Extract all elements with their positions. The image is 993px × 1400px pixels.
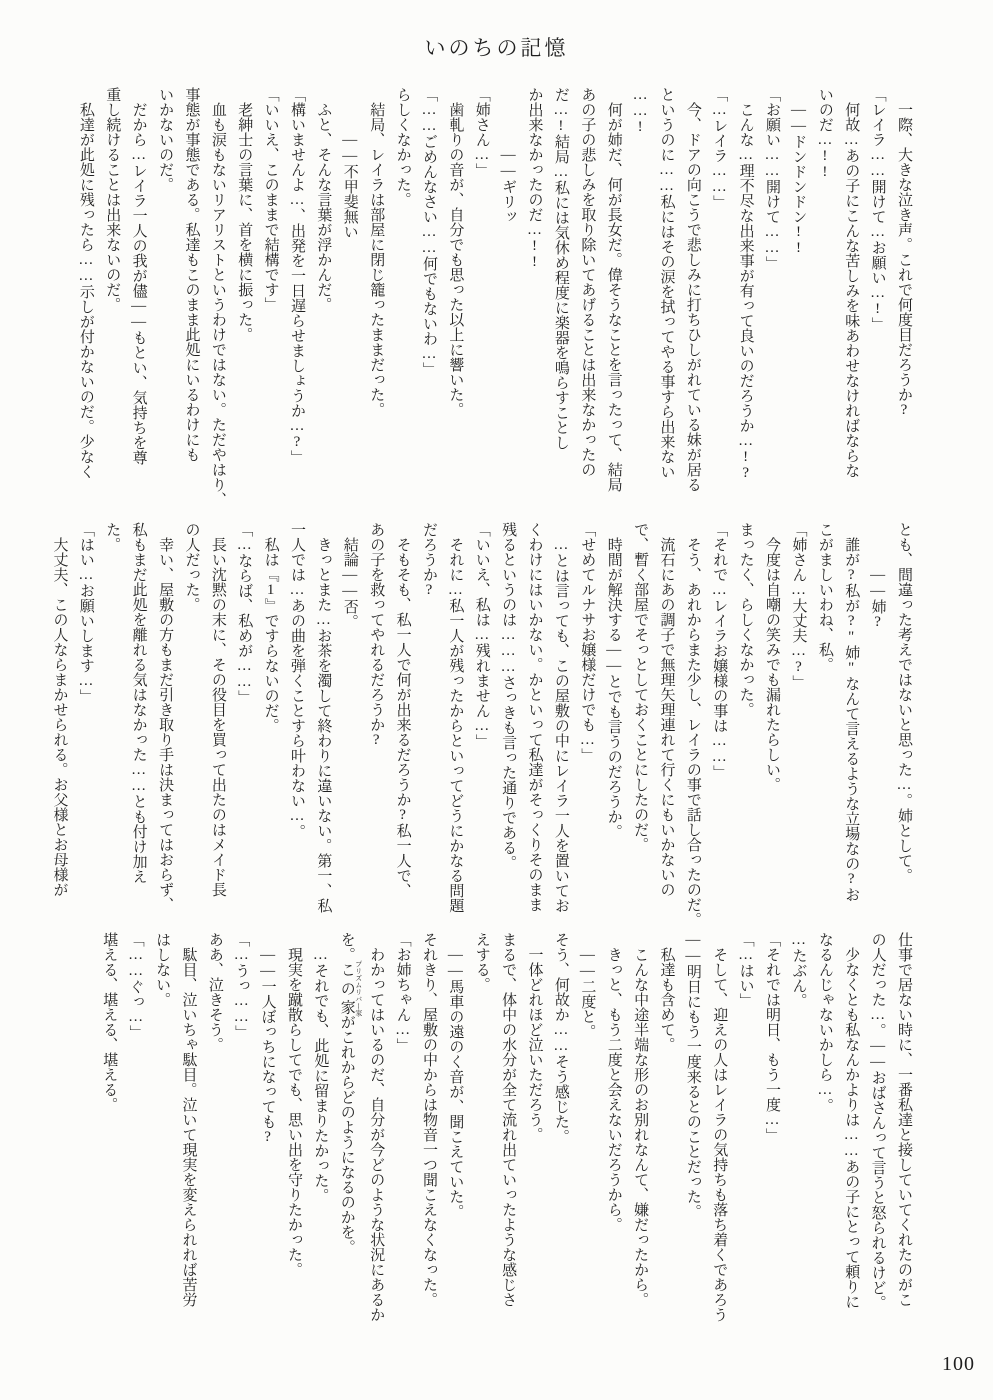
text-column: ――ドンドンドン!! <box>790 87 807 256</box>
text-column: 何故…あの子にこんな苦しみを味あわせなければならな <box>843 87 860 478</box>
text-column: 「はい…お願いします…」 <box>77 522 94 704</box>
text-column: だろうか? <box>420 522 437 598</box>
text-column: 私もまだ此処を離れる気はなかった……とも付け加え <box>130 522 147 884</box>
text-column: か出来なかったのだ…!! <box>526 87 543 270</box>
page-title: いのちの記憶 <box>424 36 569 60</box>
text-column: 「お姉ちゃん…」 <box>394 932 411 1053</box>
text-column: ……! <box>632 87 649 135</box>
text-column: 時間が解決する――とでも言うのだろうか。 <box>605 522 622 839</box>
text-column: 「構いませんよ…、出発を一日遅らせましょうか…?」 <box>289 87 306 465</box>
text-column: ――一人ぼっちになっても? <box>259 932 276 1145</box>
text-column: 堪える、堪える、堪える。 <box>101 932 118 1112</box>
text-column: 結論――否。 <box>341 522 358 629</box>
text-column: 一体どれほど泣いただろう。 <box>526 932 543 1142</box>
text-column: ――馬車の遠のく音が、聞こえていた。 <box>447 932 464 1219</box>
text-column: だから…レイラ一人の我が儘――もとい、気持ちを尊 <box>130 87 147 465</box>
text-column: ――明日にもう一度来るとのことだった。 <box>684 932 701 1219</box>
text-column: 「レイラ……開けて…お願い…!」 <box>869 87 886 332</box>
page-number: 100 <box>942 1353 975 1375</box>
text-column: それきり、屋敷の中からは物音一つ聞こえなくなった。 <box>420 932 437 1307</box>
text-column: ――姉? <box>869 522 886 630</box>
text-column: 幸い、屋敷の方もまだ引き取り手は決まってはおらず、 <box>157 522 174 912</box>
text-column: そう、何故か……そう感じた。 <box>552 932 569 1144</box>
text-column: 仕事で居ない時に、一番私達と接していてくれたのがこ <box>896 932 912 1307</box>
text-column: で、暫く部屋でそっとしておくことにしたのだ。 <box>632 522 649 852</box>
text-column: 「いいえ、私は…残れません…」 <box>473 522 490 749</box>
text-column: ふと、そんな言葉が浮かんだ。 <box>315 87 332 312</box>
text-block-bottom <box>96 932 917 1358</box>
text-block-top <box>73 87 918 513</box>
text-column: ああ、泣きそう。 <box>206 932 223 1052</box>
text-column: 血も涙もないリアリストというわけではない。ただやはり、 <box>209 87 226 507</box>
text-column: 長い沈黙の末に、その役目を買って出たのはメイド長 <box>209 522 226 897</box>
text-column: 「それでは明日、もう一度…」 <box>764 932 781 1143</box>
text-column: 「…レイラ……」 <box>711 87 728 210</box>
text-column: …とは言っても、この屋敷の中にレイラ一人を置いてお <box>552 522 569 913</box>
text-column: きっとまた…お茶を濁して終わりに違いない。第一、私 <box>315 522 332 913</box>
text-column: 結局、レイラは部屋に閉じ籠ったままだった。 <box>368 87 385 417</box>
text-column: た。 <box>104 522 121 552</box>
text-column: ――ギリッ <box>500 87 517 224</box>
text-column: いかないのだ。 <box>157 87 174 192</box>
text-column: 「…うっ……」 <box>233 932 250 1040</box>
text-column: こんな…理不尽な出来事が有って良いのだろうか…!? <box>737 87 754 481</box>
text-column: 老紳士の言葉に、首を横に振った。 <box>236 87 253 342</box>
text-column: くわけにはいかない。かといって私達がそっくりそのまま <box>526 522 543 912</box>
text-column: だ…!結局…私には気休め程度に楽器を鳴らすことし <box>552 87 569 450</box>
text-column: 誰が?私が?"姉"なんて言えるような立場なの?お <box>843 522 860 902</box>
text-column: はしない。 <box>154 932 171 1007</box>
text-column: こんな中途半端な形のお別れなんて、嫌だったから。 <box>632 932 649 1307</box>
text-column: 「それで…レイラお嬢様の事は……」 <box>711 522 728 780</box>
text-column: 「せめてルナサお嬢様だけでも…」 <box>579 522 596 763</box>
text-column: そう、あれからまた少し、レイラの事で話し合ったのだ。 <box>684 522 701 927</box>
text-column: 私達が此処に残ったら……示しが付かないのだ。少なく <box>77 87 94 479</box>
text-column: 「……ごめんなさい……何でもないわ…」 <box>420 87 437 377</box>
text-column: 大丈夫、この人ならまかせられる。お父様とお母様が <box>51 522 68 897</box>
text-column: 私達も含めて。 <box>658 932 675 1052</box>
text-column: ――不甲斐無い <box>341 87 358 239</box>
text-column: 「姉さん…大丈夫…?」 <box>790 522 807 690</box>
text-block-middle <box>46 522 917 948</box>
text-column: 事態が事態である。私達もこのまま此処にいるわけにも <box>183 87 200 462</box>
text-column: 一人では…あの曲を弾くことすら叶わない…。 <box>289 522 306 839</box>
text-column: らしくなかった。 <box>394 87 411 207</box>
text-column: そして、迎えの人はレイラの気持ちも落ち着くであろう <box>711 932 728 1322</box>
text-column: きっと、もう二度と会えないだろうから。 <box>605 932 622 1232</box>
text-column: 「お願い……開けて……」 <box>764 87 781 271</box>
text-column: あの子を救ってやれるだろうか? <box>368 522 385 748</box>
text-column: …たぶん。 <box>790 932 807 1008</box>
text-column: なるんじゃないかしら…。 <box>816 932 833 1113</box>
text-column: 現実を蹴散らしてでも、思い出を守りたかった。 <box>286 932 303 1277</box>
text-column: まったく、らしくなかった。 <box>737 522 754 717</box>
text-column: 駄目、泣いちゃ駄目。泣いて現実を変えられれば苦労 <box>180 932 197 1307</box>
text-column: まるで、体中の水分が全て流れ出ていったような感じさ <box>500 932 517 1307</box>
text-column: の人だった。 <box>183 522 200 612</box>
text-column: の人だった…。――おばさんって言うと怒られるけど。 <box>869 932 886 1310</box>
text-column: 「…はい」 <box>737 932 754 1008</box>
text-column: いのだ…!! <box>816 87 833 180</box>
text-column: 重し続けることは出来ないのだ。 <box>104 87 121 312</box>
text-column: 何が姉だ、何が長女だ。偉そうなことを言ったって、結局 <box>605 87 622 492</box>
text-column: とも、間違った考えではないと思った…。姉として。 <box>896 522 912 883</box>
text-column: 少なくとも私なんかよりは……あの子にとって頼りに <box>843 932 860 1309</box>
text-column: 「いいえ、このままで結構です」 <box>262 87 279 312</box>
text-column: あの子の悲しみを取り除いてあげることは出来なかったの <box>579 87 596 477</box>
text-column: 「……ぐっ…」 <box>127 932 144 1040</box>
text-column: わかってはいるのだ、自分が今どのような状況にあるか <box>368 932 385 1322</box>
text-column: そもそも、私一人で何が出来るだろうか?私一人で、 <box>394 522 411 898</box>
text-column: 今度は自嘲の笑みでも漏れたらしい。 <box>764 522 781 792</box>
text-column: それに…私一人が残ったからといってどうにかなる問題 <box>447 522 464 913</box>
text-column: 「姉さん…」 <box>473 87 490 178</box>
text-column: ――二度と。 <box>579 932 596 1039</box>
text-column: 一際、大きな泣き声。これで何度目だろうか? <box>896 87 912 418</box>
text-column: 流石にあの調子で無理矢理連れて行くにもいかないの <box>658 522 675 897</box>
text-column: というのに……私にはその涙を拭ってやる事すら出来ない <box>658 87 675 479</box>
text-column: 「…ならば、私めが……」 <box>236 522 253 705</box>
text-column: …それでも、此処に留まりたかった。 <box>312 932 329 1203</box>
text-column: こがましいわね、私。 <box>816 522 833 672</box>
text-column: 歯軋りの音が、自分でも思った以上に響いた。 <box>447 87 464 417</box>
text-column: を。この家 プリズムリバー家がこれからどのようになるのかを。 <box>338 932 363 1255</box>
text-column: 今、ドアの向こうで悲しみに打ちひしがれている妹が居る <box>684 87 701 492</box>
ruby-annotation: この家 プリズムリバー家 <box>338 960 363 1017</box>
text-column: えする。 <box>473 932 490 992</box>
text-column: 残るというのは………さっきも言った通りである。 <box>500 522 517 870</box>
text-column: 私は『1』ですらないのだ。 <box>262 522 279 733</box>
